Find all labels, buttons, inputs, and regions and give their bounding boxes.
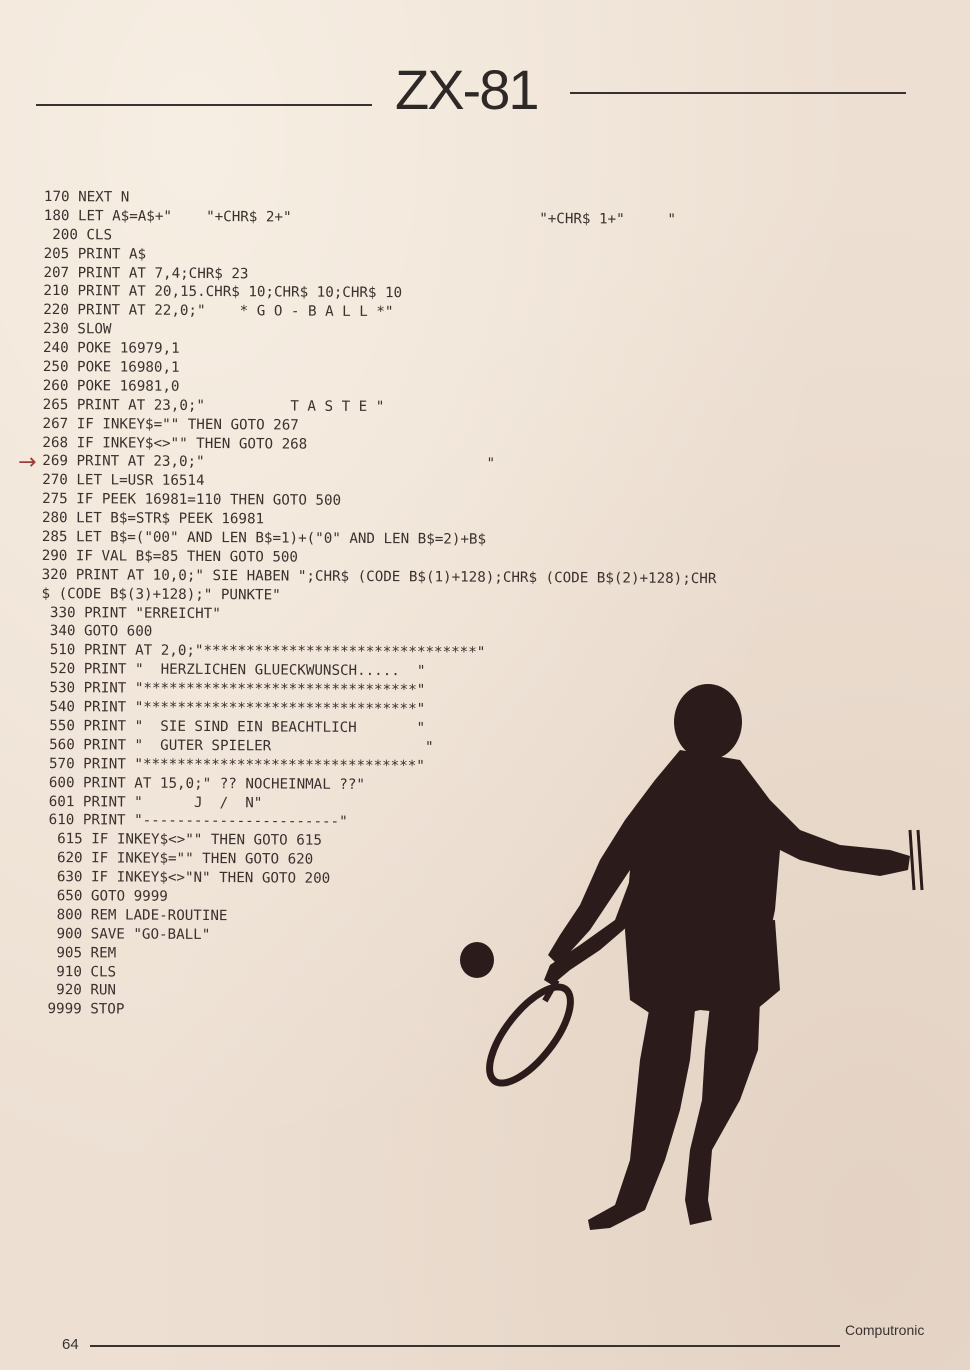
code-line: 330 PRINT "ERREICHT"	[41, 604, 221, 622]
player-legs	[588, 1000, 760, 1230]
code-line: 560 PRINT " GUTER SPIELER "	[40, 736, 434, 756]
page-title: ZX-81	[395, 58, 538, 121]
code-line: 207 PRINT AT 7,4;CHR$ 23	[43, 264, 249, 282]
code-line: 920 RUN	[39, 982, 117, 999]
page-number: 64	[62, 1336, 79, 1353]
code-line: 910 CLS	[39, 963, 117, 980]
code-line: 630 IF INKEY$<>"N" THEN GOTO 200	[39, 869, 331, 887]
player-head	[674, 684, 742, 760]
code-line: 540 PRINT "********************************"	[40, 699, 426, 718]
code-line: 601 PRINT " J / N"	[40, 793, 263, 811]
code-line: 290 IF VAL B$=85 THEN GOTO 500	[41, 547, 299, 566]
code-line: 250 POKE 16980,1	[42, 359, 180, 376]
code-line: 220 PRINT AT 22,0;" * G O - B A L L *"	[43, 302, 394, 321]
code-line: 275 IF PEEK 16981=110 THEN GOTO 500	[42, 491, 342, 510]
code-line: 510 PRINT AT 2,0;"********************************"	[41, 642, 486, 662]
annotation-arrow-icon: →	[18, 450, 37, 475]
code-line: 530 PRINT "********************************"	[40, 680, 426, 699]
code-line: 170 NEXT N	[43, 188, 130, 206]
code-line: 200 CLS	[43, 226, 113, 244]
code-line: 900 SAVE "GO-BALL"	[39, 925, 211, 943]
code-line: 205 PRINT A$	[43, 245, 147, 263]
code-line: 270 LET L=USR 16514	[42, 472, 205, 490]
code-line: 340 GOTO 600	[41, 623, 153, 641]
code-line: 285 LET B$=("00" AND LEN B$=1)+("0" AND LEN B$=2)+B$	[41, 529, 487, 548]
code-line: 320 PRINT AT 10,0;" SIE HABEN ";CHR$ (CODE B$(1)+128);CHR$ (CODE B$(2)+128);CHR	[41, 566, 717, 587]
code-line: 265 PRINT AT 23,0;" T A S T E "	[42, 396, 385, 415]
code-line: 280 LET B$=STR$ PEEK 16981	[41, 510, 265, 528]
code-line: 650 GOTO 9999	[39, 887, 168, 905]
code-line: $ (CODE B$(3)+128);" PUNKTE"	[41, 585, 281, 604]
header-rule-left	[36, 104, 372, 106]
code-line: 905 REM	[39, 944, 117, 962]
header-rule-right	[570, 92, 906, 94]
code-line: 269 PRINT AT 23,0;" "	[42, 453, 496, 473]
code-line: 210 PRINT AT 20,15.CHR$ 10;CHR$ 10;CHR$ 10	[43, 283, 403, 302]
code-line: 260 POKE 16981,0	[42, 377, 180, 395]
code-line: 9999 STOP	[38, 1001, 125, 1018]
code-line: 520 PRINT " HERZLICHEN GLUECKWUNSCH..... "	[41, 661, 426, 680]
code-line: 610 PRINT "-----------------------"	[40, 812, 348, 831]
code-line: 268 IF INKEY$<>"" THEN GOTO 268	[42, 434, 308, 453]
code-line: 240 POKE 16979,1	[42, 340, 180, 357]
tennis-racket	[475, 975, 584, 1096]
tennis-ball	[460, 942, 494, 978]
code-line: 550 PRINT " SIE SIND EIN BEACHTLICH "	[40, 717, 426, 737]
code-line: 180 LET A$=A$+" "+CHR$ 2+" "+CHR$ 1+" "	[43, 207, 676, 228]
publisher-name: Computronic	[845, 1322, 925, 1338]
code-line: 800 REM LADE-ROUTINE	[39, 906, 228, 924]
code-line: 600 PRINT AT 15,0;" ?? NOCHEINMAL ??"	[40, 774, 366, 793]
code-line: 570 PRINT "********************************"	[40, 755, 425, 775]
footer-rule	[90, 1345, 840, 1347]
code-line: 615 IF INKEY$<>"" THEN GOTO 615	[39, 831, 322, 849]
code-line: 620 IF INKEY$="" THEN GOTO 620	[39, 850, 314, 868]
code-line: 230 SLOW	[43, 321, 112, 338]
code-line: 267 IF INKEY$="" THEN GOTO 267	[42, 415, 299, 434]
tennis-player-illustration	[440, 680, 940, 1250]
